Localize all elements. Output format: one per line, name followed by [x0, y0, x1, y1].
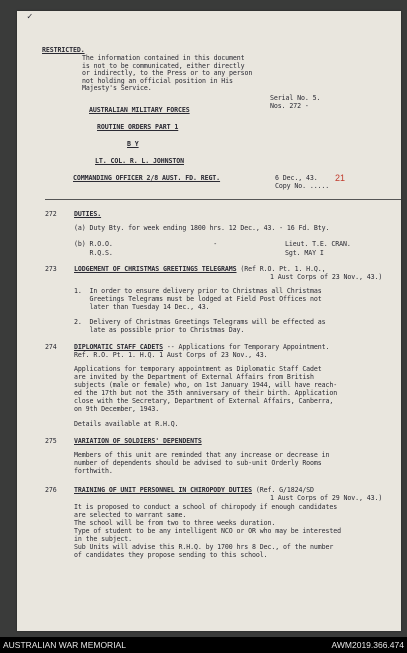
section-274-details: Details available at R.H.Q. — [74, 420, 179, 428]
section-272-line-b: (b) R.O.O. - — [74, 240, 218, 248]
section-273-item2-line1: 2. Delivery of Christmas Greetings Telegrams will be effected as — [74, 318, 326, 326]
command-title: COMMANDING OFFICER 2/8 AUST. FD. REGT. — [73, 174, 221, 182]
section-274-number: 274 — [45, 343, 57, 351]
section-273-ref: (Ref R.O. Pt. 1. H.Q., — [236, 265, 326, 273]
divider-line — [45, 199, 401, 200]
section-276-number: 276 — [45, 486, 57, 494]
restricted-label: RESTRICTED. — [42, 46, 85, 54]
restriction-line-4: not holding an official position in His — [82, 76, 233, 85]
restriction-line-2: is not to be communicated, either directly — [82, 61, 245, 70]
section-275-body-2: number of dependents should be advised to sub-unit Orderly Rooms — [74, 459, 322, 467]
section-273-number: 273 — [45, 265, 57, 273]
section-274-heading: DIPLOMATIC STAFF CADETS — [74, 343, 164, 351]
section-275-body-3: forthwith. — [74, 467, 113, 475]
section-274-body-1: Applications for temporary appointment as Diplomatic Staff Cadet — [74, 365, 322, 373]
section-276-body-2: are selected to warrant same. — [74, 511, 187, 519]
section-276-body-7: of candidates they propose sending to this school. — [74, 551, 268, 559]
section-272-rqs-name: Sgt. MAY I — [285, 249, 324, 257]
officer-name: LT. COL. R. L. JOHNSTON — [95, 157, 185, 165]
section-276-body-1: It is proposed to conduct a school of chiropody if enough candidates — [74, 503, 338, 511]
section-275-body-1: Members of this unit are reminded that any increase or decrease in — [74, 451, 330, 459]
section-274-body-4: ed the 17th but not the 35th anniversary of their birth. Application — [74, 389, 338, 397]
footer-accession: AWM2019.366.474 — [331, 640, 404, 650]
section-276-ref-2: 1 Aust Corps of 29 Nov., 43.) — [270, 494, 383, 502]
section-276-heading: TRAINING OF UNIT PERSONNEL IN CHIROPODY DUTIES — [74, 486, 253, 494]
restriction-line-1: The information contained in this document — [82, 54, 245, 62]
section-272-heading: DUTIES. — [74, 210, 102, 218]
section-276-body-3: The school will be from two to three weeks duration. — [74, 519, 276, 527]
restriction-line-5: Majesty's Service. — [82, 84, 152, 92]
section-274-ref: -- Applications for Temporary Appointment. — [163, 343, 330, 351]
section-273-item2-line2: late as possible prior to Christmas Day. — [74, 326, 245, 334]
force-title: AUSTRALIAN MILITARY FORCES — [89, 106, 190, 114]
order-numbers: Nos. 272 - — [270, 102, 309, 110]
section-274-body-3: subjects (male or female) who, on 1st January 1944, will have reach- — [74, 381, 338, 389]
handwritten-mark: 21 — [335, 173, 346, 183]
section-275-number: 275 — [45, 437, 57, 445]
section-272-number: 272 — [45, 210, 57, 218]
section-276-body-6: Sub Units will advise this R.H.Q. by 1700 hrs 8 Dec., of the number — [74, 543, 334, 551]
section-274-ref-2: Ref. R.O. Pt. 1. H.Q. 1 Aust Corps of 23 Nov., 43. — [74, 351, 268, 359]
by-label: B Y — [127, 140, 139, 148]
section-273-heading: LODGEMENT OF CHRISTMAS GREETINGS TELEGRAMS — [74, 265, 237, 273]
document-page — [17, 11, 401, 631]
routine-orders-title: ROUTINE ORDERS PART 1 — [97, 123, 179, 131]
section-274-body-2: are invited by the Department of External Affairs from British — [74, 373, 314, 381]
section-273-ref-2: 1 Aust Corps of 23 Nov., 43.) — [270, 273, 383, 281]
section-274-body-6: on 9th December, 1943. — [74, 405, 160, 413]
section-276-body-4: Type of student to be any intelligent NCO or OR who may be interested — [74, 527, 342, 535]
footer-bar — [0, 637, 407, 653]
section-276-body-5: in the subject. — [74, 535, 133, 543]
section-275-heading: VARIATION OF SOLDIERS' DEPENDENTS — [74, 437, 202, 445]
order-date: 6 Dec., 43. — [275, 174, 318, 182]
copy-number: Copy No. ..... — [275, 182, 330, 190]
section-272-line-a: (a) Duty Bty. for week ending 1800 hrs. 12 Dec., 43. - 16 Fd. Bty. — [74, 224, 330, 232]
section-272-rqs: R.Q.S. — [74, 249, 113, 257]
section-273-item1-line2: Greetings Telegrams must be lodged at Field Post Offices not — [74, 295, 322, 303]
restriction-line-3: or indirectly, to the Press or to any person — [82, 69, 253, 77]
section-274-body-5: close with the Secretary, Department of External Affairs, Canberra, — [74, 397, 334, 405]
section-276-ref: (Ref. G/1824/SD — [252, 486, 314, 494]
section-272-roo-name: Lieut. T.E. CRAN. — [285, 240, 351, 248]
tick-mark: ✓ — [27, 12, 33, 22]
section-273-item1-line3: later than Tuesday 14 Dec., 43. — [74, 303, 210, 311]
serial-number: Serial No. 5. — [270, 94, 321, 102]
section-273-item1-line1: 1. In order to ensure delivery prior to Christmas all Christmas — [74, 287, 322, 295]
footer-source: AUSTRALIAN WAR MEMORIAL — [3, 640, 126, 650]
